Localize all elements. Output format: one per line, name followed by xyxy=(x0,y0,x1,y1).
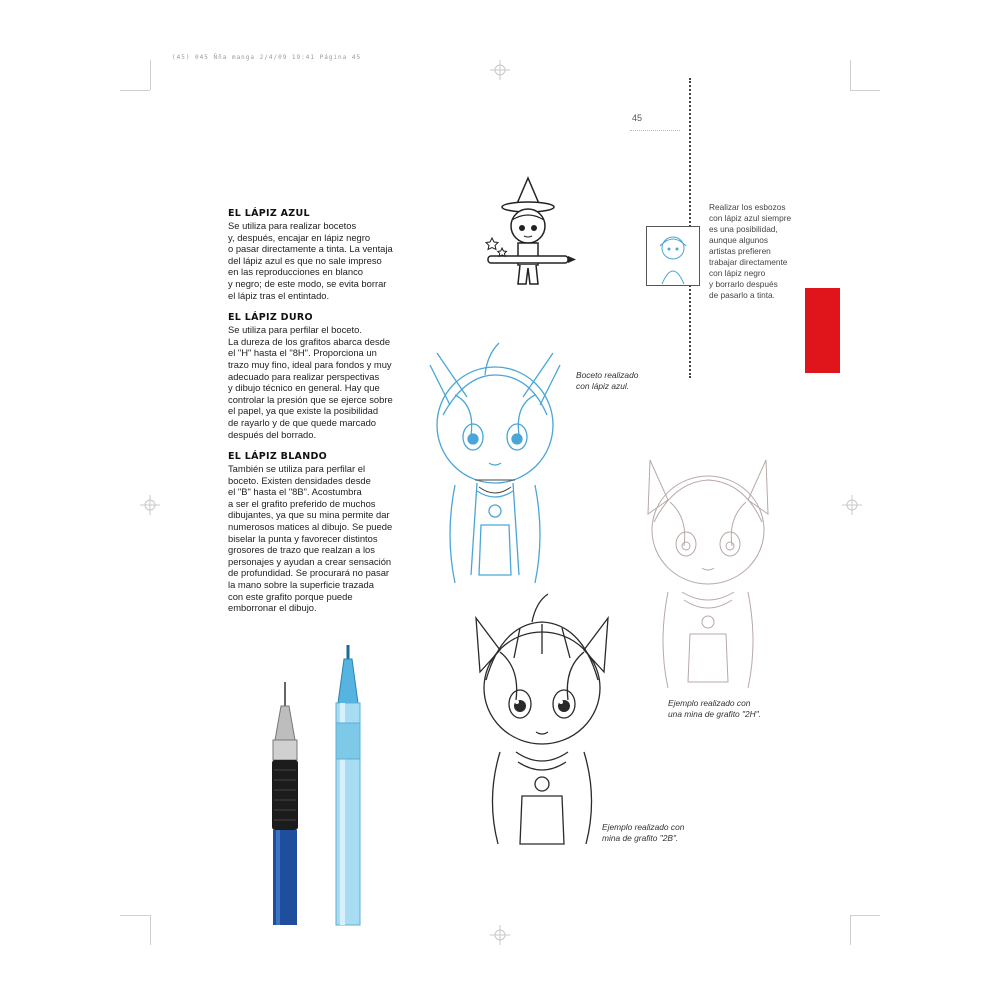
caption-line: Ejemplo realizado con xyxy=(668,698,751,708)
text-line: el lápiz tras el entintado. xyxy=(228,289,330,301)
text-line: el "B" hasta el "8B". Acostumbra xyxy=(228,486,362,498)
crop-mark xyxy=(150,915,151,945)
crop-mark xyxy=(850,915,851,945)
text-line: el papel, ya que existe la posibilidad xyxy=(228,405,379,417)
text-line: con este grafito porque puede xyxy=(228,590,353,602)
section-title: EL LÁPIZ DURO xyxy=(228,312,313,324)
text-line: y borrarlo después xyxy=(709,279,778,289)
section-tab-red xyxy=(805,288,840,373)
mechanical-pencil-image xyxy=(262,680,312,925)
text-line: de rayarlo y de que quede marcado xyxy=(228,416,377,428)
text-line: el "H" hasta el "8H". Proporciona un xyxy=(228,347,377,359)
text-line: Realizar los esbozos xyxy=(709,202,786,212)
text-line: También se utiliza para perfilar el xyxy=(228,463,366,475)
text-line: de profundidad. Se procurará no pasar xyxy=(228,567,390,579)
text-line: y negro; de este modo, se evita borrar xyxy=(228,277,387,289)
section-body xyxy=(228,324,406,440)
text-line: aunque algunos xyxy=(709,235,769,245)
text-line: trabajar directamente xyxy=(709,257,788,267)
text-line: la mano sobre la superficie trazada xyxy=(228,579,374,591)
print-slug: (45) 045 Ñña manga 2/4/09 19:41 Página 45 xyxy=(172,54,362,61)
page-number-rule xyxy=(630,130,680,131)
section-title: EL LÁPIZ BLANDO xyxy=(228,451,328,463)
text-line: es una posibilidad, xyxy=(709,224,778,234)
caption-line: Boceto realizado xyxy=(576,370,639,380)
text-line: con lápiz negro xyxy=(709,268,766,278)
blue-sketch-character xyxy=(415,335,575,585)
text-line: a ser el grafito preferido de muchos xyxy=(228,497,376,509)
text-line: o pasar directamente a tinta. La ventaja xyxy=(228,243,393,255)
crop-mark xyxy=(850,90,880,91)
caption-blue-sketch xyxy=(576,370,638,392)
character-2b-drawing xyxy=(462,588,622,850)
text-line: artistas prefieren xyxy=(709,246,771,256)
text-line: Se utiliza para realizar bocetos xyxy=(228,220,357,231)
registration-mark-top xyxy=(490,60,510,80)
text-line: numerosos matices al dibujo. Se puede xyxy=(228,521,393,533)
registration-mark-left xyxy=(140,495,160,515)
section-body xyxy=(228,220,406,301)
text-line: y, después, encajar en lápiz negro xyxy=(228,231,371,243)
character-2h-drawing xyxy=(628,452,788,692)
registration-mark-right xyxy=(842,495,862,515)
text-line: biselar la punta y favorecer distintos xyxy=(228,532,378,544)
section-title: EL LÁPIZ AZUL xyxy=(228,208,310,219)
section-lapiz-duro xyxy=(228,312,406,440)
text-line: La dureza de los grafitos abarca desde xyxy=(228,335,391,347)
crop-mark xyxy=(150,60,151,90)
crop-mark xyxy=(120,90,150,91)
registration-mark-bottom xyxy=(490,925,510,945)
text-line: emborronar el dibujo. xyxy=(228,602,317,614)
caption-line: con lápiz azul. xyxy=(576,381,630,391)
page-number: 45 xyxy=(632,113,643,123)
caption-line: Ejemplo realizado con xyxy=(602,822,685,832)
caption-line: mina de grafito "2B". xyxy=(602,833,679,843)
section-lapiz-blando xyxy=(228,451,406,614)
section-lapiz-azul xyxy=(228,208,406,301)
crop-mark xyxy=(850,60,851,90)
text-line: personajes y ayudan a crear sensación xyxy=(228,555,392,567)
text-line: del lápiz azul es que no sale impreso xyxy=(228,254,382,266)
caption-2h xyxy=(668,698,761,720)
text-line: dibujantes, ya que su mina permite dar xyxy=(228,509,390,521)
text-line: con lápiz azul siempre xyxy=(709,213,792,223)
text-line: adecuado para realizar perspectivas xyxy=(228,370,380,382)
text-line: boceto. Existen densidades desde xyxy=(228,474,371,486)
witch-chibi-illustration xyxy=(478,176,578,296)
text-line: y dibujo técnico en general. Hay que xyxy=(228,382,380,394)
blue-pencil-image xyxy=(326,643,370,925)
text-line: grosores de trazo que realzan a los xyxy=(228,544,375,556)
text-line: después del borrado. xyxy=(228,428,317,440)
thumbnail-sketch xyxy=(646,226,700,286)
text-line: trazo muy fino, ideal para fondos y muy xyxy=(228,358,392,370)
crop-mark xyxy=(120,915,150,916)
caption-line: una mina de grafito "2H". xyxy=(668,709,762,719)
text-line: en las reproducciones en blanco xyxy=(228,266,363,278)
text-line: de pasarlo a tinta. xyxy=(709,290,775,300)
crop-mark xyxy=(850,915,880,916)
side-note xyxy=(709,202,801,301)
text-line: controlar la presión que se ejerce sobre xyxy=(228,393,393,405)
text-column xyxy=(228,208,406,625)
text-line: Se utiliza para perfilar el boceto. xyxy=(228,324,362,336)
section-body xyxy=(228,463,406,614)
